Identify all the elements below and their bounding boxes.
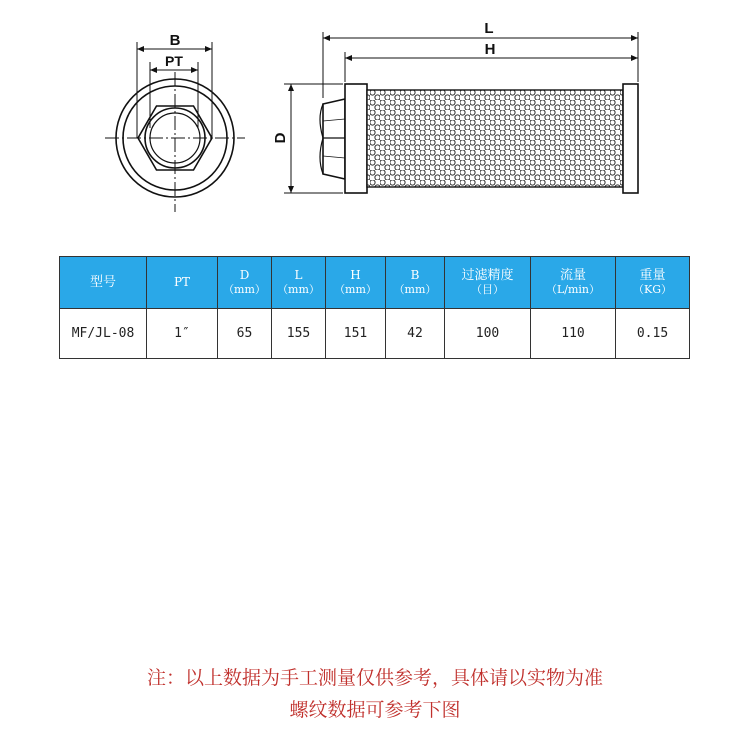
filter-technical-drawing [0,0,750,250]
header-b: B （mm） [386,257,445,309]
cell-filter-precision: 100 [445,309,531,359]
spec-table [59,256,690,359]
cell-h: 151 [326,309,386,359]
disclaimer-line-1: 注：以上数据为手工测量仅供参考，具体请以实物为准 [146,667,603,689]
cell-model: MF/JL-08 [60,309,147,359]
header-h: H （mm） [326,257,386,309]
header-weight: 重量 （KG） [616,257,690,309]
header-l: L （mm） [272,257,326,309]
cell-flow: 110 [531,309,616,359]
dimension-h [345,41,638,82]
header-filter-precision: 过滤精度 （目） [445,257,531,309]
cell-b: 42 [386,309,445,359]
header-pt: PT [147,257,218,309]
dimension-l-label: L [484,20,494,37]
header-d: D （mm） [218,257,272,309]
header-flow: 流量 （L/min） [531,257,616,309]
cell-weight: 0.15 [616,309,690,359]
table-header-row [60,257,690,309]
cell-pt: 1″ [147,309,218,359]
disclaimer-line-2: 螺纹数据可参考下图 [289,699,461,721]
table-row [60,309,690,359]
header-model: 型号 [60,257,147,309]
side-view [320,84,638,193]
dimension-d-label: D [272,132,289,144]
cell-d: 65 [218,309,272,359]
disclaimer-note [0,662,750,726]
dimension-pt [150,53,198,70]
cell-l: 155 [272,309,326,359]
dimension-l [323,20,638,98]
dimension-b-label: B [169,32,181,49]
dimension-pt-label: PT [165,53,183,69]
dimension-b [137,32,212,49]
dimension-h-label: H [484,41,496,58]
